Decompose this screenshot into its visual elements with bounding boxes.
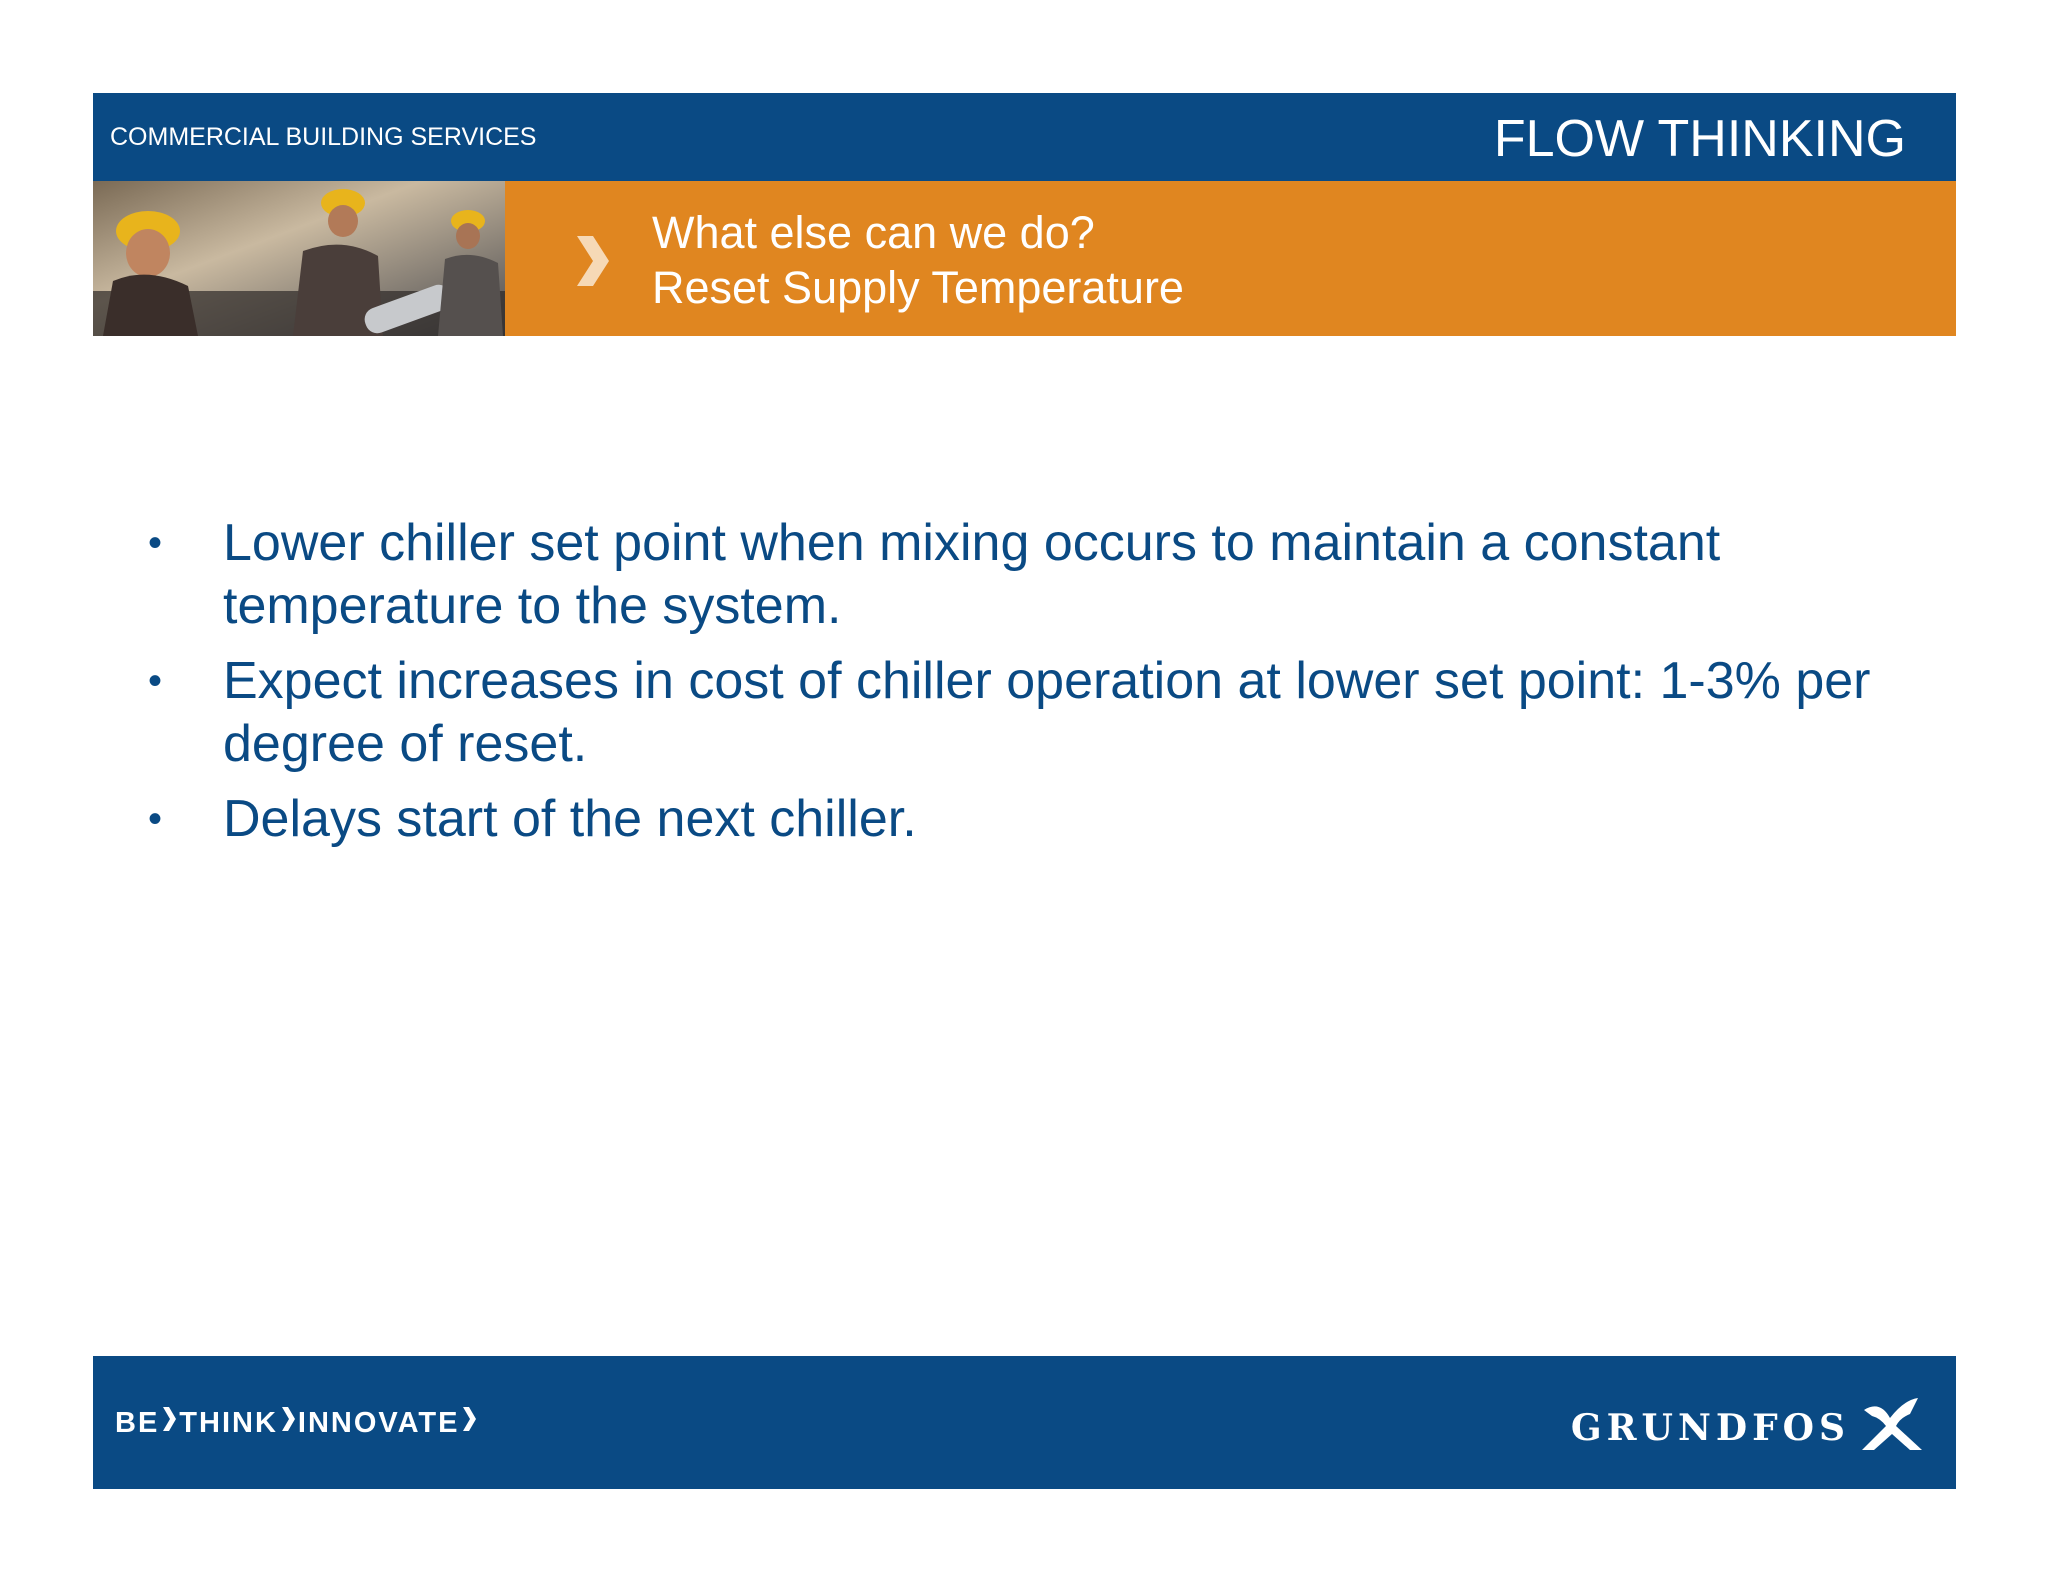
title-line-1: What else can we do?	[652, 207, 1095, 258]
list-item	[148, 788, 1888, 851]
header-bar	[93, 93, 1956, 181]
chevron-right-icon	[161, 1406, 177, 1440]
bullet-text: Lower chiller set point when mixing occurs to maintain a constant temperature to the system.	[223, 514, 1721, 635]
bullet-list	[148, 512, 1888, 863]
title-line-2: Reset Supply Temperature	[652, 262, 1184, 313]
chevron-right-icon	[461, 1406, 477, 1440]
grundfos-symbol-icon	[1860, 1396, 1924, 1459]
slogan-word: THINK	[179, 1406, 278, 1439]
workers-photo	[93, 181, 505, 336]
slogan-word: INNOVATE	[297, 1406, 460, 1439]
slogan-word: BE	[115, 1406, 160, 1439]
bullet-icon: •	[148, 521, 163, 565]
bullet-icon: •	[148, 659, 163, 703]
grundfos-logo	[1571, 1396, 1924, 1459]
footer-bar	[93, 1356, 1956, 1489]
bullet-icon: •	[148, 797, 163, 841]
bullet-text: Expect increases in cost of chiller operation at lower set point: 1-3% per degree of reset.	[223, 652, 1871, 773]
slide-title	[652, 205, 1184, 315]
list-item	[148, 650, 1888, 776]
logo-wordmark: GRUNDFOS	[1570, 1406, 1850, 1449]
chevron-right-icon	[573, 234, 611, 293]
tagline: FLOW THINKING	[1493, 110, 1906, 168]
chevron-right-icon	[280, 1406, 296, 1440]
title-band	[93, 181, 1956, 336]
bullet-text: Delays start of the next chiller.	[223, 790, 917, 848]
list-item	[148, 512, 1888, 638]
slogan	[115, 1406, 479, 1440]
division-label: COMMERCIAL BUILDING SERVICES	[110, 123, 537, 151]
